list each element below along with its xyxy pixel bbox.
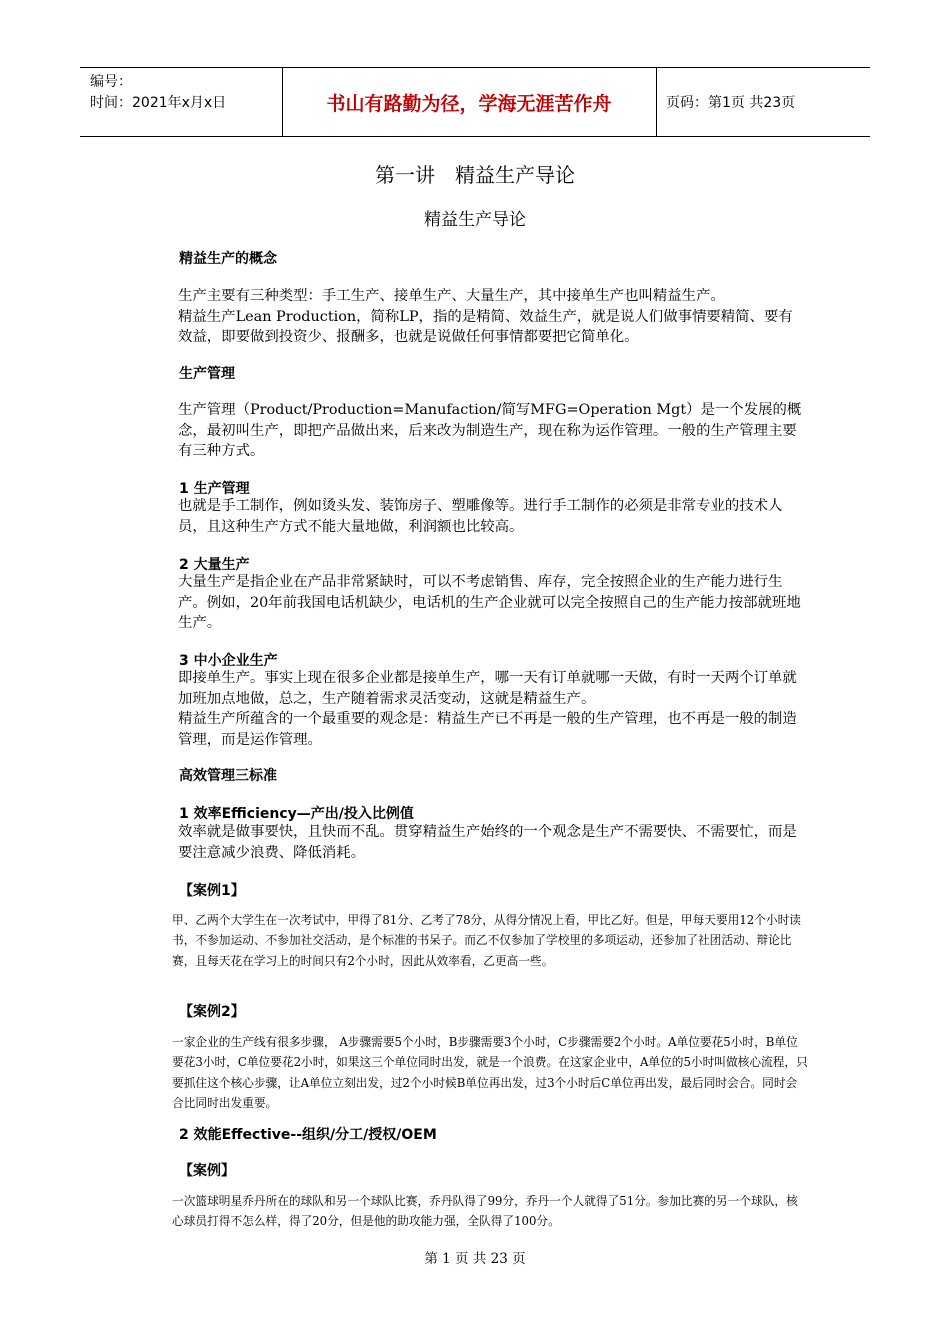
case-text-line: 甲、乙两个大学生在一次考试中，甲得了81分、乙考了78分，从得分情况上看，甲比乙好。但是，甲每天要用12个小时读书，不参加运动、不参加社交活动，是个标准的书呆子。而乙不仅参加了学校里的多项运动，还参加了社团活动、辩论比赛，且每天花在学习上的时间只有2个小时，因此从效率看，乙更高一些。: [172, 913, 801, 968]
paragraph-line: 效率就是做事要快，且快而不乱。贯穿精益生产始终的一个观念是生产不需要快、不需要忙，而是要注意减少浪费、降低消耗。: [178, 824, 797, 861]
header-table: [80, 67, 870, 137]
paragraph-line: 也就是手工制作，例如烫头发、装饰房子、塑雕像等。进行手工制作的必须是非常专业的技术人员，且这种生产方式不能大量地做，利润额也比较高。: [178, 498, 783, 535]
page-subtitle: 精益生产导论: [424, 210, 526, 230]
section-heading-concept: 精益生产的概念: [179, 251, 277, 267]
header-divider: [656, 68, 657, 136]
section-heading-efficiency: 高效管理三标准: [179, 768, 277, 784]
case-heading: 【案例2】: [179, 1004, 245, 1020]
subheading-effective: 2 效能Effective--组织/分工/授权/OEM: [179, 1127, 437, 1143]
section-heading-mgmt: 生产管理: [179, 366, 235, 382]
number-label: 编号：: [90, 74, 132, 90]
paragraph: [146, 822, 806, 863]
paragraph-line: 生产主要有三种类型：手工生产、接单生产、大量生产，其中接单生产也叫精益生产。: [178, 288, 725, 304]
paragraph: [146, 572, 806, 634]
date-label: 时间：2021年x月x日: [90, 95, 227, 111]
paragraph: [146, 668, 806, 750]
case-text-line: 一次篮球明星乔丹所在的球队和另一个球队比赛，乔丹队得了99分，乔丹一个人就得了51分。参加比赛的另一个球队，核心球员打得不怎么样，得了20分，但是他的助攻能力强，全队得了100分。: [172, 1194, 798, 1229]
case-text-line: 一家企业的生产线有很多步骤， A步骤需要5个小时，B步骤需要3个小时，C步骤需要2个小时。A单位要花5小时，B单位要花3小时，C单位要花2小时，如果这三个单位同时出发，就是一个浪费。在这家企业中，A单位的5小时叫做核心流程，只要抓住这个核心步骤，让A单位立刻出发，过2个小时候B单位再出发，过3个小时后C单位再出发，最后同时会合。同时会合比同时出发重要。: [172, 1035, 808, 1111]
subheading-efficiency: 1 效率Efficiency—产出/投入比例值: [179, 806, 414, 822]
header-meta: [90, 72, 226, 114]
paragraph-line: 大量生产是指企业在产品非常紧缺时，可以不考虑销售、库存，完全按照企业的生产能力进行生产。例如，20年前我国电话机缺少，电话机的生产企业就可以完全按照自己的生产能力按部就班地生产。: [178, 574, 801, 632]
header-motto: 书山有路勤为径，学海无涯苦作舟: [326, 92, 612, 115]
case-heading: 【案例】: [179, 1163, 235, 1179]
subheading-manual: 1 生产管理: [179, 481, 250, 497]
case-text: [146, 910, 808, 971]
paragraph-line: 精益生产Lean Production，简称LP，指的是精简、效益生产，就是说人们做事情要精简、要有效益，即要做到投资少、报酬多，也就是说做任何事情都要把它简单化。: [178, 308, 793, 346]
page-footer: 第 1 页 共 23 页: [424, 1251, 526, 1267]
paragraph-line: 生产管理（Product/Production=Manufaction/简写MFG=Operation Mgt）是一个发展的概念，最初叫生产，即把产品做出来，后来改为制造生产，现在称为运作管理。一般的生产管理主要有三种方式。: [178, 402, 802, 460]
paragraph-line: 精益生产所蕴含的一个最重要的观念是：精益生产已不再是一般的生产管理，也不再是一般的制造管理，而是运作管理。: [178, 711, 797, 748]
case-heading: 【案例1】: [179, 883, 245, 899]
paragraph-line: 即接单生产。事实上现在很多企业都是接单生产，哪一天有订单就哪一天做，有时一天两个订单就加班加点地做，总之，生产随着需求灵活变动，这就是精益生产。: [178, 670, 797, 707]
header-page-info: 页码：第1页 共23页: [666, 95, 796, 111]
paragraph: [146, 496, 806, 537]
subheading-mass: 2 大量生产: [179, 557, 250, 573]
paragraph: [146, 286, 806, 348]
case-text: [146, 1032, 808, 1114]
page-title: 第一讲 精益生产导论: [375, 163, 575, 187]
case-text: [146, 1191, 808, 1232]
paragraph: [146, 400, 806, 462]
subheading-sme: 3 中小企业生产: [179, 653, 278, 669]
